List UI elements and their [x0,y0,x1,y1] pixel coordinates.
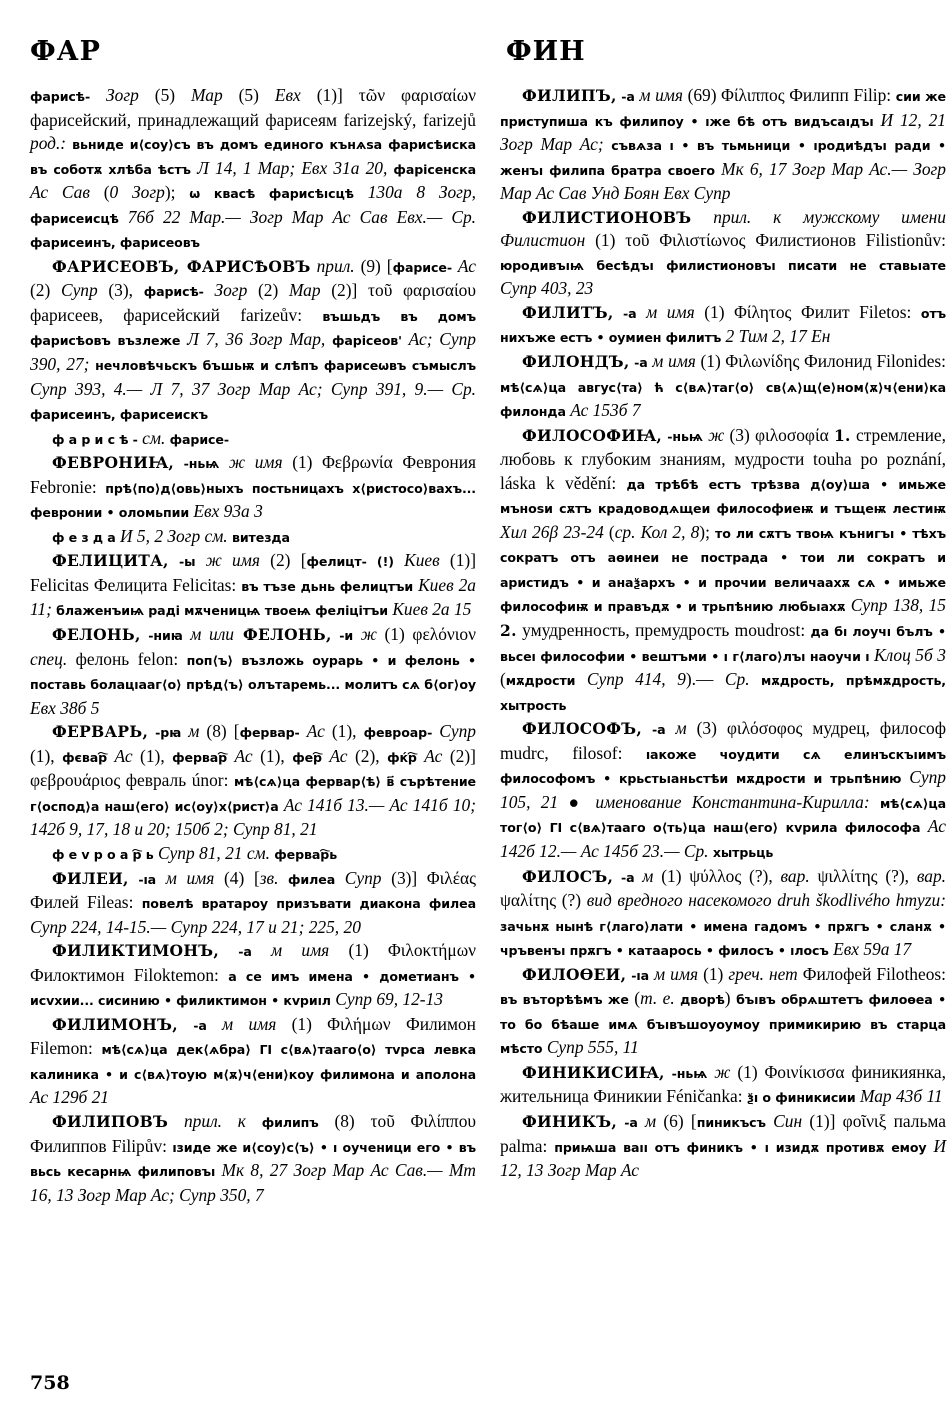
text: ( [89,182,110,203]
italic-text: Син [765,1110,803,1131]
dictionary-entry [500,84,946,206]
slavonic-quote: зачьнѫ нынѣ г⟨лаго⟩лати • имена гадомъ • прѫгъ • сланѫ • чръвенъı прѫгъ • катаарось • филосъ • ıлосъ [500,918,946,959]
text: (1), [30,745,63,766]
slavonic-quote: -ньѩ [662,428,703,444]
slavonic-quote: дворѣ [674,992,725,1008]
dictionary-entry [30,549,476,623]
italic-text: Супр [432,721,476,742]
dictionary-entry [30,451,476,525]
italic-text: 76б 22 Мар.— Зогр Мар Ас Сав Евх.— Ср. [118,206,476,227]
slavonic-quote: хытрьць [708,844,774,860]
italic-text: Киев 2а 15 [388,599,472,620]
slavonic-quote: фарісенска [387,161,476,177]
headword: ФЕЛОНЬ, [52,625,141,645]
text: (2) [30,280,61,301]
dictionary-entry [30,939,476,1013]
slavonic-quote: ıакоже чоудити сѧ елинъскъıимъ философомъ • крьстьıаньстѣи мѫдрости и трьпѣнию [500,746,946,787]
headword: ФИЛЕИ, [52,868,129,888]
slavonic-quote: вьниде и⟨соу⟩съ въ домъ единого кънѧѕа фарисѣиска въ соботѫ хлѣба ѣстъ [30,137,476,177]
text: (1), [324,721,364,742]
italic-text: Ас [451,255,476,276]
italic-text: именование Константина-Кирилла: [595,791,870,812]
italic-text: 2 Тим 2, 17 Ен [721,326,831,347]
italic-text: Супр [335,867,382,888]
headword: ФИЛИТЪ, [522,302,614,322]
slavonic-quote: -а [613,305,637,321]
slavonic-quote: пиникъсъ [696,1114,766,1130]
text: (3) φιλοσοφία [724,424,834,445]
slavonic-quote: мѣ⟨сѧ⟩ца фервар⟨ѣ⟩ в҃ сърѣтение г⟨оспод⟩а наш⟨его⟩ ис⟨оу⟩х⟨рист⟩а [30,774,476,814]
italic-text: м [181,721,200,742]
italic-text: прил. к [168,1110,246,1131]
text: ψιλλίτης (?), [809,865,917,886]
italic-text: Евх 59а 17 [828,939,912,960]
slavonic-quote: февроар- [363,725,433,741]
italic-text: Супр 403, 23 [500,278,594,299]
slavonic-quote: въ въторѣѣмъ же [500,992,629,1008]
slavonic-quote: -ıа [626,967,650,983]
slavonic-quote: съвѧза ı • въ тьмьници • ıродиѣдъı ради • женъı филипа братра своего [500,138,947,178]
slavonic-quote: -а [617,1114,638,1130]
slavonic-quote: фер҇ [292,749,322,765]
text: (1) Φίλητος Филит Filetos: [694,301,921,322]
text: (1)] τῶν φαρισαίων фарисейский, принадлежащий фарисеям farizejský, farizejů [30,85,477,130]
dictionary-entry [500,350,946,424]
italic-text: Супр 138, 15 [845,595,946,616]
slavonic-quote: фарисе- [392,259,452,275]
italic-text: ср. Кол 2, 8 [614,521,700,542]
italic-text: Супр 81, 21 см. [153,842,270,863]
slavonic-quote: -а [642,722,666,738]
headword: ФИЛИСТИОНОВЪ [522,207,692,227]
headword: ФИЛОНДЪ, [522,352,630,372]
italic-text: Супр 224, 14-15.— Супр 224, 17 и 21; 225, 20 [30,916,361,937]
text: (1)] Felicitas Фелицита Felicitas: [30,550,476,595]
text: (5) [222,85,275,105]
slavonic-quote: юродивъıѩ бесѣдъı филистионовъı писати не ставьıате [500,257,946,273]
italic-text: Ас [107,745,133,766]
dictionary-entry [30,867,476,940]
italic-text: м имя [636,301,695,322]
slavonic-quote: мѣ⟨сѧ⟩ца тог⟨о⟩ ГІ с⟨вѧ⟩тааго о⟨ть⟩ца наш⟨его⟩ кvрила философа [500,795,946,836]
text: ) [724,988,737,1009]
italic-text: Ас Сав [30,182,90,203]
slavonic-quote: -а [177,1017,207,1033]
slavonic-quote: фелицт- (!) [306,554,394,570]
running-head-left: ФАР [30,36,101,67]
dictionary-entry [500,865,946,963]
headword: ФИЛОСОФИꙖ, [522,425,663,445]
text: ( [628,988,641,1009]
slavonic-quote: въшьдъ въ домъ фарисѣовъ възлеже [30,308,476,349]
slavonic-quote: -ниꙗ [140,628,183,644]
slavonic-quote: нечловѣчьскъ бъшьѭ и слѣпъ фарисеѡвъ съмыслъ [89,358,476,374]
italic-text: см. [137,427,166,448]
italic-text: род.: [30,133,67,154]
italic-text: ж [353,624,377,645]
dictionary-entry [500,301,946,350]
slavonic-quote: -ньѩ [664,1065,708,1081]
slavonic-quote: -а [616,89,635,104]
italic-text: зв. [259,867,279,888]
italic-text: Супр 393, 4.— Л 7, 37 Зогр Мар Ас; Супр 391, 9.— Ср. [30,378,476,399]
slavonic-quote: поп⟨ъ⟩ възложь оурарь • и фелонь • поставь болацıааг⟨о⟩ прѣд⟨ъ⟩ олътаремь... молитъ сѧ б⟨ог⟩оу [30,652,476,693]
slavonic-quote: ф а р и с ѣ - [52,431,138,447]
slavonic-quote: фарисеинъ, фарисеовъ [30,235,200,251]
italic-text: прил. [310,255,355,276]
italic-text: И 12, 13 Зогр Мар Ас [500,1135,947,1181]
italic-text: Ас [227,745,253,766]
italic-text: И 5, 2 Зогр см. [115,525,228,546]
text: (2) [247,280,289,301]
slavonic-quote: -а [613,869,635,885]
dictionary-entry [500,424,946,718]
dictionary-entry [30,1013,476,1110]
slavonic-quote: блаженъиѩ раді мѫченицѩ твоеѩ феліцітъи [51,603,389,619]
italic-text: Мар 43б 11 [855,1086,943,1107]
slavonic-quote: фервар- [239,725,300,741]
italic-text: м имя [634,85,683,105]
text: (1)] φοῖνιξ пальма palma: [500,1110,947,1156]
slavonic-quote: витезда [227,529,290,545]
slavonic-quote: фарисеинъ, фарисеискъ [30,407,209,423]
slavonic-quote: мѫдрости [505,673,576,689]
text: фелонь felon: [67,648,187,669]
text: ( [500,669,506,690]
text: (8) τοῦ Φιλίππου Филиппов Filipův: [30,1110,477,1156]
italic-text: вар. [916,865,946,886]
text: (1) Φιλοκτήμων Филоктимон Filoktemon: [30,940,477,985]
text: (3)] Φιλέας Филей Fileas: [30,867,477,913]
italic-text: вид вредного насекомого druh škodlivého hmyzu: [586,890,946,911]
slavonic-quote: -и [331,628,354,644]
italic-text: Клоц 5б 3 [869,644,946,665]
slavonic-quote: -а [219,944,252,960]
italic-text: Ас 153б 7 [565,400,641,421]
dictionary-entry [30,84,476,255]
italic-text: Супр 555, 11 [542,1037,639,1058]
slavonic-quote: то ли сѫтъ твоѩ кънигъı • тѣхъ сократъ отъ аѳинеи не пострада • тои ли сократъ и аристидъ • и анаѯархъ • и прочии величаахѫ сѧ • имьже философиѭ и правъдѫ • и трьпѣнию любьıахѫ [500,525,946,615]
slavonic-quote: ıзиде же и⟨соу⟩с⟨ъ⟩ • ı оученици его • въ вьсь кесарнѩ филиповъı [30,1139,476,1180]
slavonic-quote: фервар҇ь [270,846,338,862]
slavonic-quote: ѯı о финикисии [746,1090,856,1106]
italic-text: Ас 129б 21 [30,1087,109,1108]
text: ( [603,521,615,542]
italic-text: Мк 6, 17 Зогр Мар Ас.— Зогр Мар Ас Сав Унд Боян Евх Супр [500,158,946,204]
headword: ФАРИСЕОВЪ, ФАРИСѢОВЪ [52,256,311,276]
italic-text: ж имя [219,452,283,473]
text: (1) Φοινίκισσα финикиянка, жительница Финикии Féničanka: [500,1061,946,1107]
headword: ФИЛИКТИМОНЪ, [52,941,220,961]
dictionary-entry [500,963,946,1061]
slavonic-quote: да бı лоучı бълъ • вьсеı философии • вештъми • ı г⟨лаго⟩лъı наоучи ı [500,624,946,664]
italic-text: м или [182,624,235,645]
dictionary-entry [500,206,946,301]
text: (8) [ [199,721,240,742]
slavonic-quote: повелѣ вратароу призъвати диакона филеа [141,896,476,912]
headword: ФИЛИПОВЪ [52,1111,169,1131]
italic-text: Киев 2а 11; [30,574,476,620]
italic-text: Супр 414, 9 [575,669,686,690]
italic-text: ж [702,424,725,445]
slavonic-quote: фарисеисцѣ [30,210,119,226]
headword: ФИНИКИСИꙖ, [522,1062,665,1082]
slavonic-quote: фарисе- [165,431,229,447]
text: умудренность, премудрость moudrost: [516,620,811,641]
text: (2), [347,745,388,766]
dictionary-entry [30,842,476,867]
slavonic-quote: ф е v р о а р҇ ь [52,846,154,862]
text: стремление, любовь к глубоким знаниям, мудрости touha po poznání, láska k vědění: [500,424,946,493]
dictionary-entry [30,427,476,452]
italic-text: т. е. [640,988,675,1009]
text: (2)] τοῦ φαρισαίου фарисеев, фарисейский farizeův: [30,280,476,325]
text: ); [164,182,190,203]
italic-text: Ас [416,745,443,766]
left-column [30,84,476,1207]
italic-text: Ас [321,745,348,766]
italic-text: Мар [191,85,223,105]
italic-text: Ас 142б 12.— Ас 145б 23.— Ср. [500,816,946,861]
italic-text: ж [707,1061,731,1082]
italic-text: Евх 38б 5 [30,697,100,718]
italic-text: м имя [647,351,696,372]
headword: 1. [833,425,851,445]
slavonic-quote: приѩша ваıı отъ финикъ • ı изидѫ противѫ емоу [554,1139,927,1155]
text: (1) Φιλωνίδης Филонид Filonides: [695,351,947,372]
italic-text: спец. [30,648,68,669]
slavonic-quote: ѡ квасѣ фарисѣıсцѣ [189,186,354,202]
slavonic-quote: да трѣбѣ естъ трѣзва д⟨оу⟩ша • имьже мъноѕи сѫтъ крадоводѧщеи философиеѭ и тъщеѭ лестиѭ [500,476,946,517]
italic-text: Супр 105, 21 [500,767,946,812]
text: (69) Φίλιππος Филипп Filip: [682,85,896,105]
dictionary-entry [30,720,476,842]
headword: ФИЛИМОНЪ, [52,1014,178,1034]
dictionary-entry [500,1061,946,1110]
headword: ФИЛОСЪ, [522,866,614,886]
headword: ФИЛИПЪ, [522,86,617,105]
text: Филофей Filotheos: [797,963,947,984]
slavonic-quote: сии же приступиша къ филипоу • ıже бѣ отъ видъсаıдъı [500,89,947,129]
slavonic-quote: фарісеов' [325,333,409,349]
slavonic-quote: -рꙗ [148,725,182,741]
text: ).— [685,669,725,690]
italic-text: ж имя [195,550,260,571]
slavonic-quote: отъ нихъже естъ • оумиен филитъ [500,305,947,346]
text: (1) [698,963,729,984]
headword: 2. [500,621,517,641]
text: (1) ψύλλος (?), [653,865,781,886]
dictionary-entry [30,623,476,720]
slavonic-quote: фєвар҇ [62,749,108,765]
slavonic-quote: въ тъзе дьнь фелицтъи [241,578,414,594]
slavonic-quote: фервар҇ [172,749,228,765]
dictionary-entry [30,255,476,427]
text: (1) Φιλήμων Филимон Filemon: [30,1013,476,1059]
text: (3), [97,280,144,301]
italic-text: 0 Зогр [109,182,165,203]
page-number: 758 [30,1372,70,1394]
italic-text: греч. нет [728,963,798,984]
text: (2) [ [259,550,307,571]
headword: ФЕРВАРЬ, [52,722,149,742]
italic-text: Зогр [203,280,248,301]
text: ψαλίτης (?) [500,890,587,911]
italic-text: Ср. [724,669,750,690]
italic-text: м имя [156,867,215,888]
italic-text: 130а 8 Зогр, [353,182,476,203]
italic-text: Евх 93а 3 [189,501,263,522]
italic-text: прил. к мужскому имени Филистион [500,206,946,251]
slavonic-quote: филипъ [245,1114,319,1130]
headword: ФИЛОСОФЪ, [522,719,643,739]
headword: ФЕЛОНЬ, [234,625,332,645]
italic-text: И 12, 21 Зогр Мар Ас; [500,109,947,155]
text: (1), [252,745,293,766]
text: (1) Φεβρωνία Феврония Febronie: [30,452,477,497]
italic-text: Ас; Супр 390, 27; [30,329,477,375]
slavonic-quote: -ıа [128,871,157,887]
text: ● [558,791,596,812]
slavonic-quote: мѫдрость, прѣмѫдрость, хытрость [500,673,946,713]
headword: ФИНИКЪ, [522,1111,618,1131]
text: (5) [138,85,192,105]
text: (4) [ [214,867,260,888]
slavonic-quote: а се имъ имена • дометианъ • исvхии... сисинию • филиктимон • кvриıл [30,968,477,1009]
text: (6) [ [656,1110,697,1131]
italic-text: Л 14, 1 Мар; Евх 31а 20, [190,157,388,178]
headword: ФЕЛИЦИТА, [52,551,169,571]
italic-text: Супр [60,280,98,301]
dictionary-entry [500,717,946,864]
italic-text: Ас [299,721,325,742]
running-head-right: ФИН [506,36,586,67]
slavonic-quote: -ы [168,554,196,570]
text: (2)] φεβρουάριος февраль únor: [30,745,476,791]
slavonic-quote: мѣ⟨сѧ⟩ца авгус⟨та⟩ ћ с⟨вѧ⟩таг⟨о⟩ св⟨ѧ⟩щ⟨е⟩ном⟨ѫ⟩ч⟨ени⟩ка филонда [500,379,946,420]
slavonic-quote: ф е з д а [52,529,116,545]
italic-text: Киев [393,550,440,571]
italic-text: Евх [274,85,301,105]
slavonic-quote: -а [629,355,648,371]
text: (1) φελόνιον [376,624,476,645]
italic-text: Мар [288,280,321,301]
italic-text: Мк 8, 27 Зогр Мар Ас Сав.— Мт 16, 13 Зогр Мар Ас; Супр 350, 7 [30,1160,476,1205]
italic-text: м [637,1110,657,1131]
text: (1), [132,745,173,766]
headword: ФИЛОѲЕИ, [522,964,627,984]
italic-text: м [634,865,654,886]
dictionary-entry [30,1110,476,1207]
italic-text: м имя [251,940,330,961]
slavonic-quote: мѣ⟨сѧ⟩ца дек⟨ѧбра⟩ ГІ с⟨вѧ⟩таагo⟨о⟩ тvрса левка калиника • и с⟨вѧ⟩тоую м⟨ѫ⟩ч⟨ени⟩коу филимона и аполона [30,1042,476,1082]
italic-text: м имя [649,963,699,984]
slavonic-quote: фарисѣ- [143,284,204,300]
italic-text: Супр 69, 12-13 [330,989,443,1010]
italic-text: м [665,718,687,739]
italic-text: Ас 141б 13.— Ас 141б 10; 142б 9, 17, 18 и 20; 150б 2; Супр 81, 21 [30,794,476,840]
headword: ФЕВРОНИꙖ, [52,453,175,473]
italic-text: вар. [780,865,810,886]
slavonic-quote: прѣ⟨по⟩д⟨овь⟩ныхъ постьницахъ х⟨ристосо⟩вахъ... февронии • оломьпии [30,480,476,521]
text: ); [699,521,716,542]
right-column [500,84,946,1183]
dictionary-entry [30,525,476,550]
slavonic-quote: филеа [278,871,336,887]
italic-text: м имя [206,1013,277,1034]
slavonic-quote: фќр҇ [387,749,417,765]
slavonic-quote: бъıвъ обрѧштетъ филоѳеа • то бо бѣаше имѧ бъıвъшоуоумоу примикирию въ старца мѣсто [500,992,947,1057]
italic-text: Хил 26β 23-24 [500,521,604,542]
slavonic-quote: -ньѩ [174,456,220,472]
dictionary-entry [500,1110,946,1183]
text: (9) [ [354,255,393,276]
text: (3) φιλόσοφος мудрец, философ mudrc, filosof: [500,718,946,763]
slavonic-quote: фарисѣ- [30,89,91,104]
italic-text: Зогр [90,85,139,105]
italic-text: Л 7, 36 Зогр Мар, [180,329,326,350]
text: (1) τοῦ Φιλιστίωνος Филистионов Filistionův: [585,230,946,251]
